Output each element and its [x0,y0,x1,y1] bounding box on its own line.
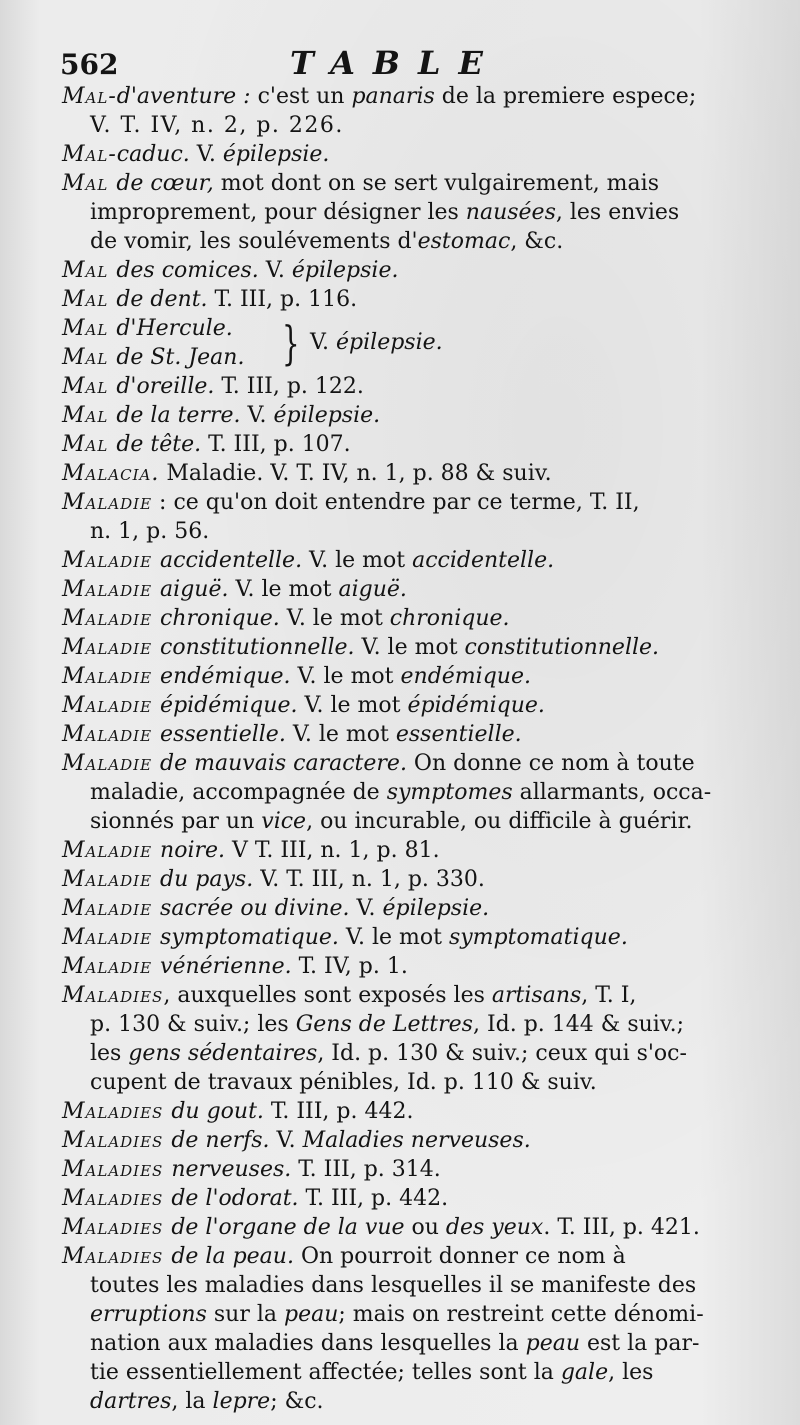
index-entry-group [0,314,800,372]
entry-line: Maladies de l'odorat. T. III, p. 442. [62,1186,449,1211]
index-entry [0,488,800,546]
entry-line: tie essentiellement affectée; telles sont la gale, les [90,1360,654,1385]
index-entry [0,285,800,314]
entry-line: erruptions sur la peau; mais on restreint cette dénomi- [90,1302,704,1327]
index-entry [0,952,800,981]
index-entry [0,256,800,285]
entry-line: Maladie accidentelle. V. le mot accidentelle. [62,548,555,573]
entry-line: Maladie épidémique. V. le mot épidémique. [62,693,545,718]
index-entry [0,923,800,952]
index-entry [0,82,800,140]
entry-line: Maladie essentielle. V. le mot essentielle. [62,722,522,747]
index-entry [0,401,800,430]
entry-line: Maladies nerveuses. T. III, p. 314. [62,1157,441,1182]
entry-line: Maladies de l'organe de la vue ou des yeux. T. III, p. 421. [62,1215,700,1240]
entry-line: improprement, pour désigner les nausées, les envies [90,200,680,225]
index-entry [0,546,800,575]
index-entry [0,691,800,720]
entry-line: n. 1, p. 56. [90,519,210,544]
entry-line: Mal de tête. T. III, p. 107. [62,432,351,457]
entry-line: Mal-d'aventure : c'est un panaris de la premiere espece; [62,84,697,109]
entry-line: dartres, la lepre; &c. [90,1389,324,1414]
index-entry [0,981,800,1097]
entry-line: Maladie sacrée ou divine. V. épilepsie. [62,896,490,921]
index-entry [0,1126,800,1155]
entry-line: Mal-caduc. V. épilepsie. [62,142,330,167]
entry-line: Maladie de mauvais caractere. On donne ce nom à toute [62,751,695,776]
entry-line: Maladie constitutionnelle. V. le mot constitutionnelle. [62,635,660,660]
entry-line: Maladies du gout. T. III, p. 442. [62,1099,414,1124]
entry-line: Mal de St. Jean. [62,345,245,370]
entry-line: Mal d'oreille. T. III, p. 122. [62,374,364,399]
index-entry [0,894,800,923]
index-entry [0,749,800,836]
page-header [0,44,800,82]
entry-line: sionnés par un vice, ou incurable, ou difficile à guérir. [90,809,693,834]
entry-line: de vomir, les soulévements d'estomac, &c. [90,229,564,254]
index-entry [0,575,800,604]
index-entry [0,140,800,169]
index-entry [0,169,800,256]
index-entry [0,1097,800,1126]
index-entry [0,1155,800,1184]
entry-line: V. T. IV, n. 2, p. 226. [90,113,344,138]
index-entry [0,1242,800,1416]
entry-line: Maladie vénérienne. T. IV, p. 1. [62,954,408,979]
brace-reference: V. épilepsie. [310,330,443,355]
entry-line: Malacia. Maladie. V. T. IV, n. 1, p. 88 & suiv. [62,461,552,486]
entry-line: Maladies de nerfs. V. Maladies nerveuses. [62,1128,531,1153]
entry-line: Mal de cœur, mot dont on se sert vulgairement, mais [62,171,659,196]
entry-line: Mal de dent. T. III, p. 116. [62,287,358,312]
index-entry [0,836,800,865]
entry-line: Maladie noire. V T. III, n. 1, p. 81. [62,838,440,863]
index-entry [0,459,800,488]
entry-line: Mal de la terre. V. épilepsie. [62,403,381,428]
index-entry [0,662,800,691]
entry-line: toutes les maladies dans lesquelles il se manifeste des [90,1273,697,1298]
entry-line: Maladies, auxquelles sont exposés les artisans, T. I, [62,983,637,1008]
entry-line: Maladie endémique. V. le mot endémique. [62,664,531,689]
page-title: TABLE [290,44,501,82]
index-entry [0,430,800,459]
entry-line: Maladie aiguë. V. le mot aiguë. [62,577,407,602]
index-entry [0,633,800,662]
entry-line: p. 130 & suiv.; les Gens de Lettres, Id. p. 144 & suiv.; [90,1012,685,1037]
entry-line: Mal d'Hercule. [62,316,233,341]
entry-line: Mal des comices. V. épilepsie. [62,258,399,283]
index-entry [0,604,800,633]
entry-line: maladie, accompagnée de symptomes allarmants, occa- [90,780,712,805]
entry-line: Maladie : ce qu'on doit entendre par ce terme, T. II, [62,490,640,515]
index-entry [0,720,800,749]
entry-line: nation aux maladies dans lesquelles la peau est la par- [90,1331,700,1356]
entry-line: Maladie chronique. V. le mot chronique. [62,606,510,631]
index-entry [0,865,800,894]
entry-line: Maladie symptomatique. V. le mot symptomatique. [62,925,628,950]
index-entry [0,1184,800,1213]
entry-line: les gens sédentaires, Id. p. 130 & suiv.; ceux qui s'oc- [90,1041,687,1066]
brace-glyph: } [282,316,300,370]
entry-line: cupent de travaux pénibles, Id. p. 110 & suiv. [90,1070,597,1095]
entry-line: Maladies de la peau. On pourroit donner ce nom à [62,1244,626,1269]
page-number: 562 [60,48,119,81]
entry-line: Maladie du pays. V. T. III, n. 1, p. 330. [62,867,485,892]
index-entry [0,372,800,401]
index-entry [0,1213,800,1242]
index-body [0,82,800,1416]
